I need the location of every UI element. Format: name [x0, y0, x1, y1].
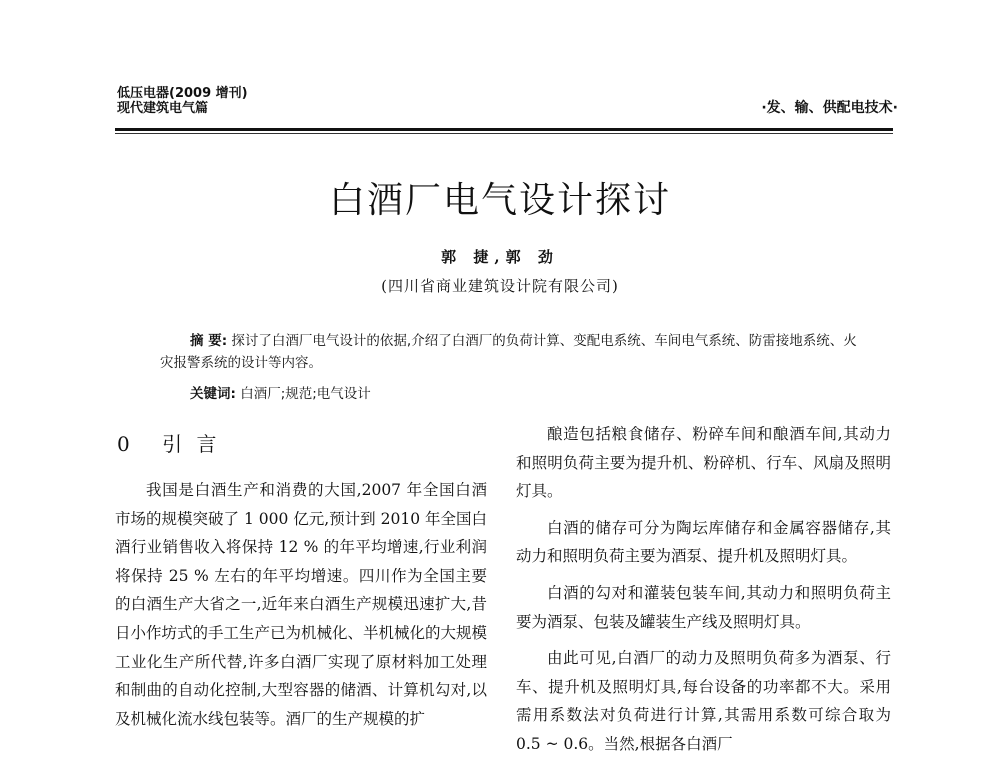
- journal-info: [117, 86, 248, 116]
- article-affiliation: (四川省商业建筑设计院有限公司): [381, 277, 619, 295]
- abstract: [160, 330, 870, 374]
- article-title: 白酒厂电气设计探讨: [328, 180, 671, 221]
- section-title: 引 言: [162, 432, 221, 456]
- paragraph: 白酒的勾对和灌装包装车间,其动力和照明负荷主要为酒泵、包装及罐装生产线及照明灯具。: [516, 583, 891, 631]
- paragraph: 我国是白酒生产和消费的大国,2007 年全国白酒市场的规模突破了 1 000 亿元,预计到 2010 年全国白酒行业销售收入将保持 12 % 的年平均增速,行业利润将保持 25 % 左右的年平均增速。四川作为全国主要的白酒生产大省之一,近年来白酒生产规模迅速扩大,昔日小作坊式的手工生产已为机械化、半机械化的大规模工业化生产所代替,许多白酒厂实现了原材料加工处理和制曲的自动化控制,大型容器的储酒、计算机勾对,以及机械化流水线包装等。酒厂的生产规模的扩: [115, 481, 488, 728]
- keywords-text: 白酒厂;规范;电气设计: [240, 386, 371, 402]
- keywords: [190, 382, 371, 402]
- paragraph: 白酒的储存可分为陶坛库储存和金属容器储存,其动力和照明负荷主要为酒泵、提升机及照明灯具。: [516, 518, 891, 566]
- article-authors: 郭 捷,郭 劲: [441, 248, 559, 266]
- journal-section: 现代建筑电气篇: [117, 101, 209, 116]
- abstract-text: 探讨了白酒厂电气设计的依据,介绍了白酒厂的负荷计算、变配电系统、车间电气系统、防雷接地系统、火灾报警系统的设计等内容。: [160, 333, 857, 371]
- paragraph: 由此可见,白酒厂的动力及照明负荷多为酒泵、行车、提升机及照明灯具,每台设备的功率都不大。采用需用系数法对负荷进行计算,其需用系数可综合取为 0.5 ~ 0.6。当然,根据各白酒厂: [516, 649, 891, 753]
- abstract-label: 摘 要:: [190, 333, 228, 349]
- header-rule-thick: [115, 128, 893, 131]
- paragraph: 酿造包括粮食储存、粉碎车间和酿酒车间,其动力和照明负荷主要为提升机、粉碎机、行车、风扇及照明灯具。: [516, 425, 891, 501]
- keywords-label: 关键词:: [190, 386, 236, 402]
- left-column: [115, 476, 487, 733]
- section-number: 0: [117, 432, 134, 456]
- journal-name: 低压电器(2009 增刊): [117, 86, 248, 101]
- right-column: [516, 420, 891, 759]
- header-rule-thin: [115, 133, 893, 134]
- section-heading: [117, 428, 220, 457]
- section-category: ·发、输、供配电技术·: [761, 100, 898, 116]
